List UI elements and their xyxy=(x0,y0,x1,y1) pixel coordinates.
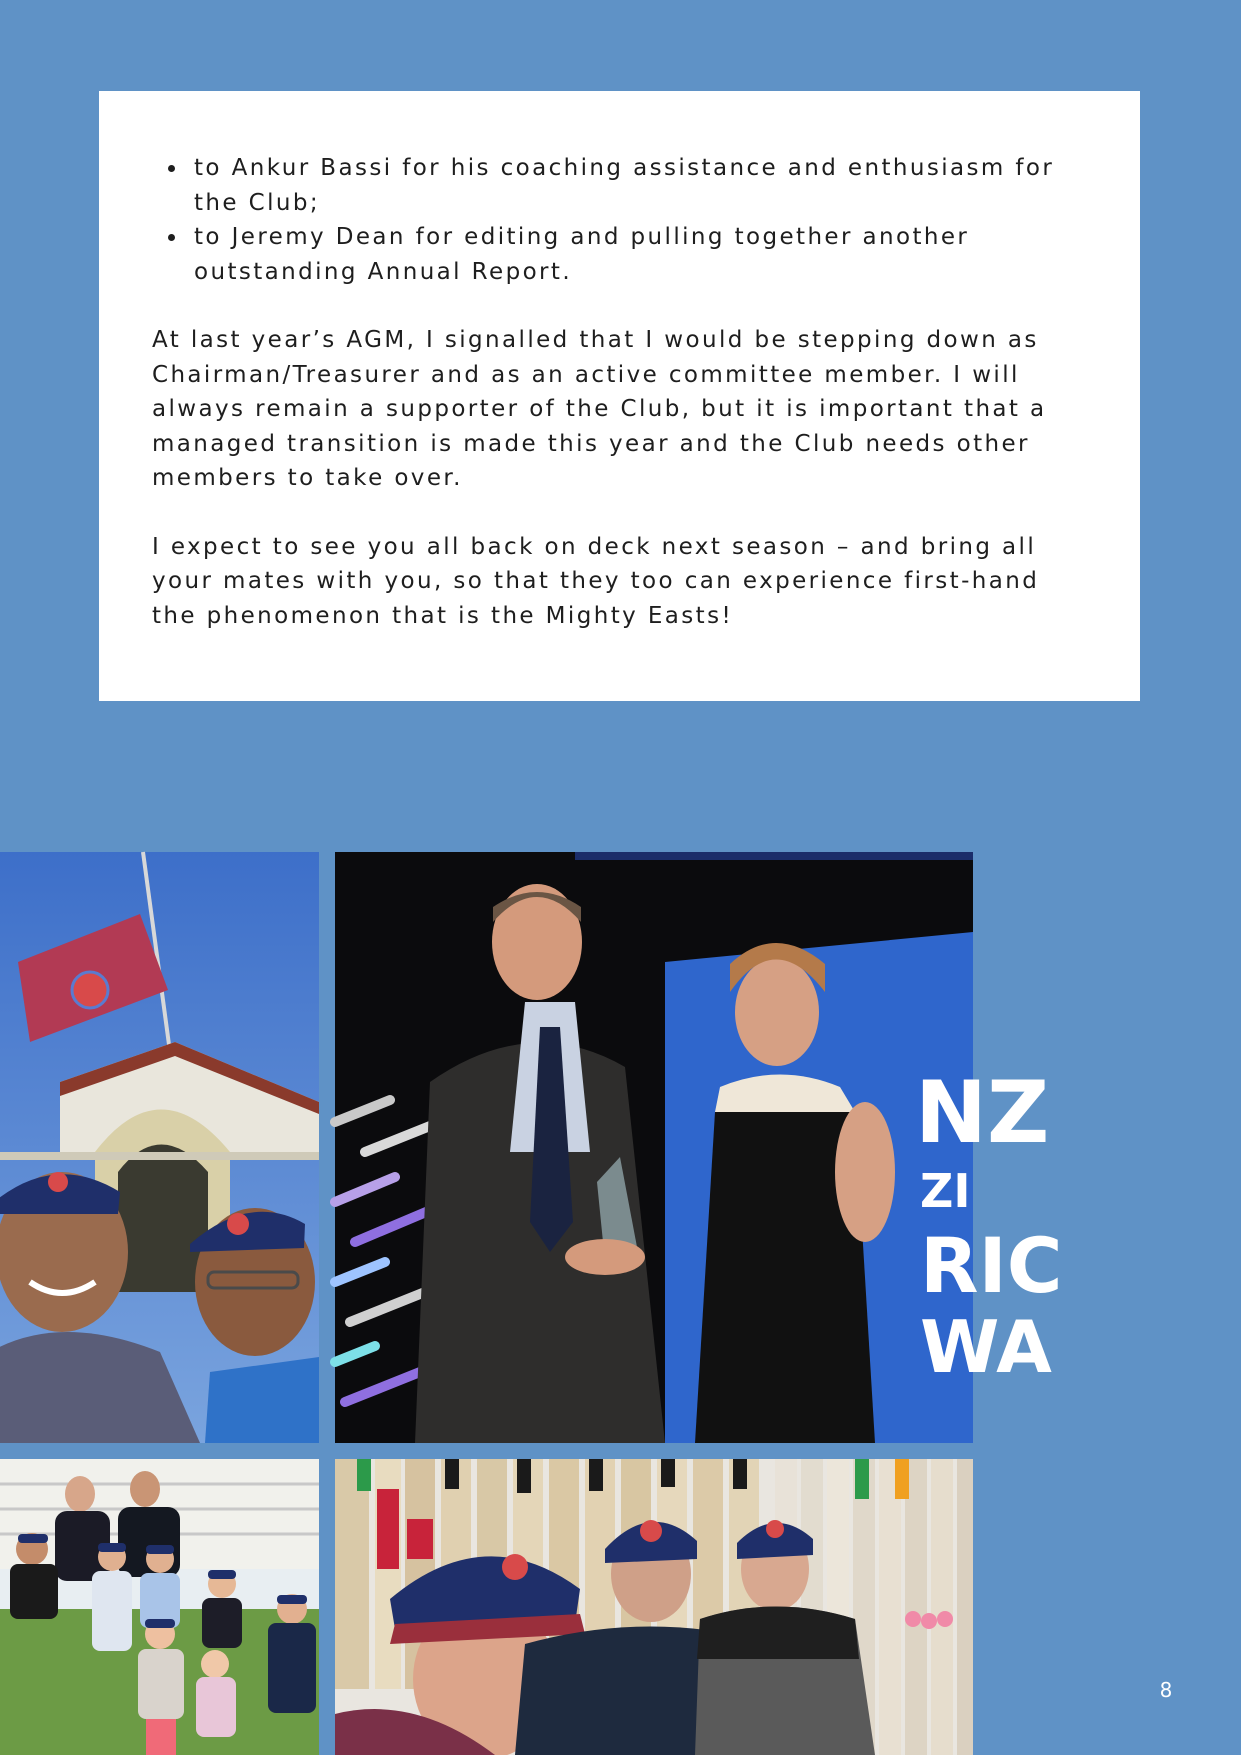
thanks-list xyxy=(152,151,1092,289)
photo-kids-group xyxy=(0,1459,319,1755)
text-card xyxy=(99,91,1140,701)
list-item xyxy=(152,220,1092,289)
page-number: 8 xyxy=(1159,1678,1173,1702)
award-presentation-image xyxy=(335,852,1063,1443)
backdrop-text-3: RIC xyxy=(920,1221,1063,1310)
photo-selfie-clubhouse xyxy=(0,852,319,1443)
photo-award-presentation xyxy=(335,852,1063,1443)
backdrop-text-1: NZ xyxy=(915,1063,1050,1163)
bullet-icon xyxy=(168,165,175,172)
paragraph-closing: I expect to see you all back on deck next season – and bring all your mates with you, so that they too can experience first-hand the phenomenon that is the Mighty Easts! xyxy=(152,533,1040,629)
selfie-clubhouse-image xyxy=(0,852,319,1443)
bullet-icon xyxy=(168,234,175,241)
kids-group-image xyxy=(0,1459,319,1755)
list-item-text: to Jeremy Dean for editing and pulling together another outstanding Annual Report. xyxy=(194,224,970,285)
photo-bat-shop xyxy=(335,1459,973,1755)
list-item-text: to Ankur Bassi for his coaching assistance and enthusiasm for the Club; xyxy=(194,155,1055,216)
text-body xyxy=(152,151,1092,667)
backdrop-text-4: WA xyxy=(920,1305,1052,1389)
list-item xyxy=(152,151,1092,220)
backdrop-text-2: ZI xyxy=(920,1164,971,1218)
bat-shop-image xyxy=(335,1459,973,1755)
paragraph-agm: At last year’s AGM, I signalled that I would be stepping down as Chairman/Treasurer and as an active committee member. I will always remain a supporter of the Club, but it is important that a managed transition is made this year and the Club needs other members to take over. xyxy=(152,327,1047,491)
